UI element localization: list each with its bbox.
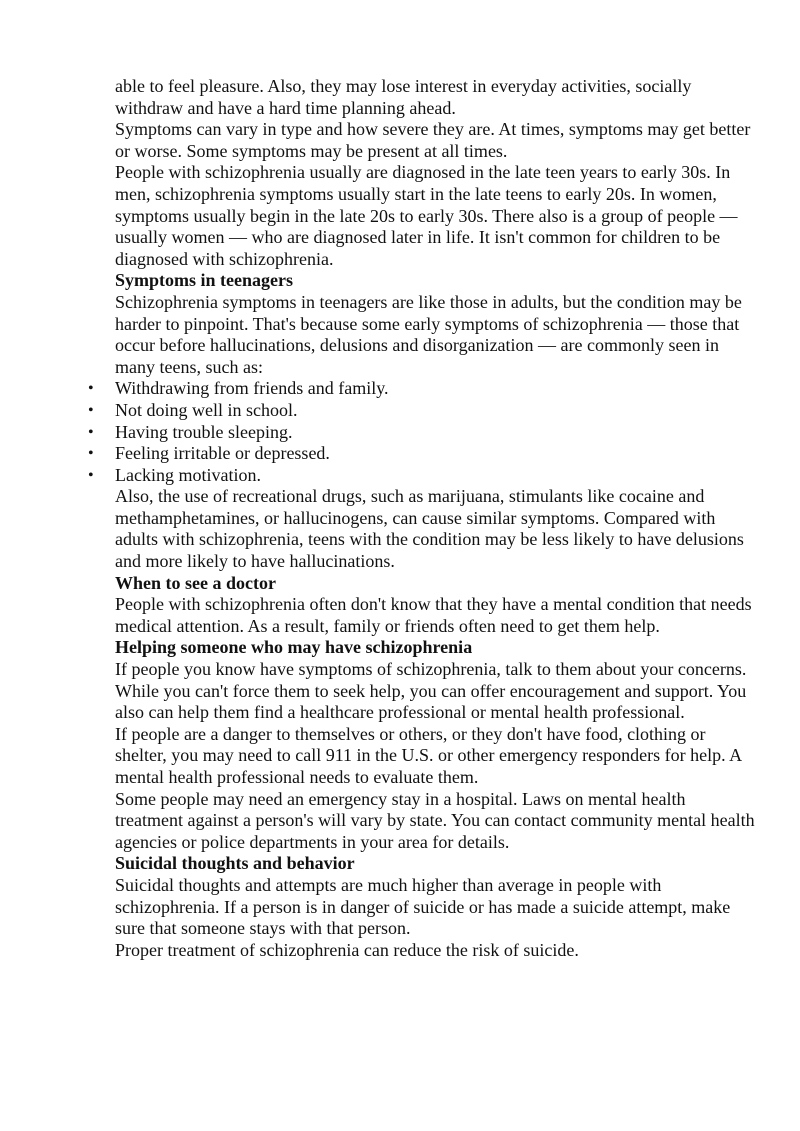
list-item: • Withdrawing from friends and family. <box>115 378 755 400</box>
list-item: • Lacking motivation. <box>115 465 755 487</box>
paragraph-medical-attention: People with schizophrenia often don't know that they have a mental condition that needs medical attention. As a result, family or friends often need to get them help. <box>115 594 752 636</box>
list-item: • Having trouble sleeping. <box>115 422 755 444</box>
heading-symptoms-in-teenagers: Symptoms in teenagers <box>115 270 293 291</box>
paragraph-diagnosis-age: People with schizophrenia usually are diagnosed in the late teen years to early 30s. In men, schizophrenia symptoms usually start in the late teens to early 20s. In women, symptoms usually begin in the late 20s to early 30s. There also is a group of people — usually women — who are diagnosed later in life. It isn't common for children to be diagnosed with schizophrenia. <box>115 162 738 269</box>
document-page <box>115 76 755 961</box>
paragraph-recreational-drugs: Also, the use of recreational drugs, such as marijuana, stimulants like cocaine and methamphetamines, or hallucinogens, can cause similar symptoms. Compared with adults with schizophrenia, teens with the condition may be less likely to have delusions and more likely to have hallucinations. <box>115 486 744 572</box>
list-item: • Not doing well in school. <box>115 400 755 422</box>
paragraph-suicide-risk: Suicidal thoughts and attempts are much higher than average in people with schizophrenia. If a person is in danger of suicide or has made a suicide attempt, make sure that someone stays with that person. <box>115 874 731 939</box>
heading-helping-someone: Helping someone who may have schizophrenia <box>115 637 473 658</box>
paragraph-emergency: If people are a danger to themselves or others, or they don't have food, clothing or shelter, you may need to call 911 in the U.S. or other emergency responders for help. A mental health professional needs to evaluate them. <box>115 723 742 787</box>
paragraph-treatment: Proper treatment of schizophrenia can reduce the risk of suicide. <box>115 939 579 960</box>
paragraph-pleasure: able to feel pleasure. Also, they may lose interest in everyday activities, socially withdraw and have a hard time planning ahead. <box>115 76 692 118</box>
heading-suicidal-thoughts: Suicidal thoughts and behavior <box>115 853 355 874</box>
paragraph-teen-symptoms: Schizophrenia symptoms in teenagers are like those in adults, but the condition may be harder to pinpoint. That's because some early symptoms of schizophrenia — those that occur before hallucinations, delusions and disorganization — are commonly seen in many teens, such as: <box>115 291 742 377</box>
heading-when-to-see-doctor: When to see a doctor <box>115 572 276 593</box>
teen-symptoms-list <box>115 378 755 486</box>
paragraph-talk-to-them: If people you know have symptoms of schizophrenia, talk to them about your concerns. While you can't force them to seek help, you can offer encouragement and support. You also can help them find a healthcare professional or mental health professional. <box>115 659 747 723</box>
list-item: • Feeling irritable or depressed. <box>115 443 755 465</box>
paragraph-hospital-stay: Some people may need an emergency stay in a hospital. Laws on mental health treatment against a person's will vary by state. You can contact community mental health agencies or police departments in your area for details. <box>115 788 755 852</box>
paragraph-symptom-variation: Symptoms can vary in type and how severe they are. At times, symptoms may get better or worse. Some symptoms may be present at all times. <box>115 119 751 161</box>
